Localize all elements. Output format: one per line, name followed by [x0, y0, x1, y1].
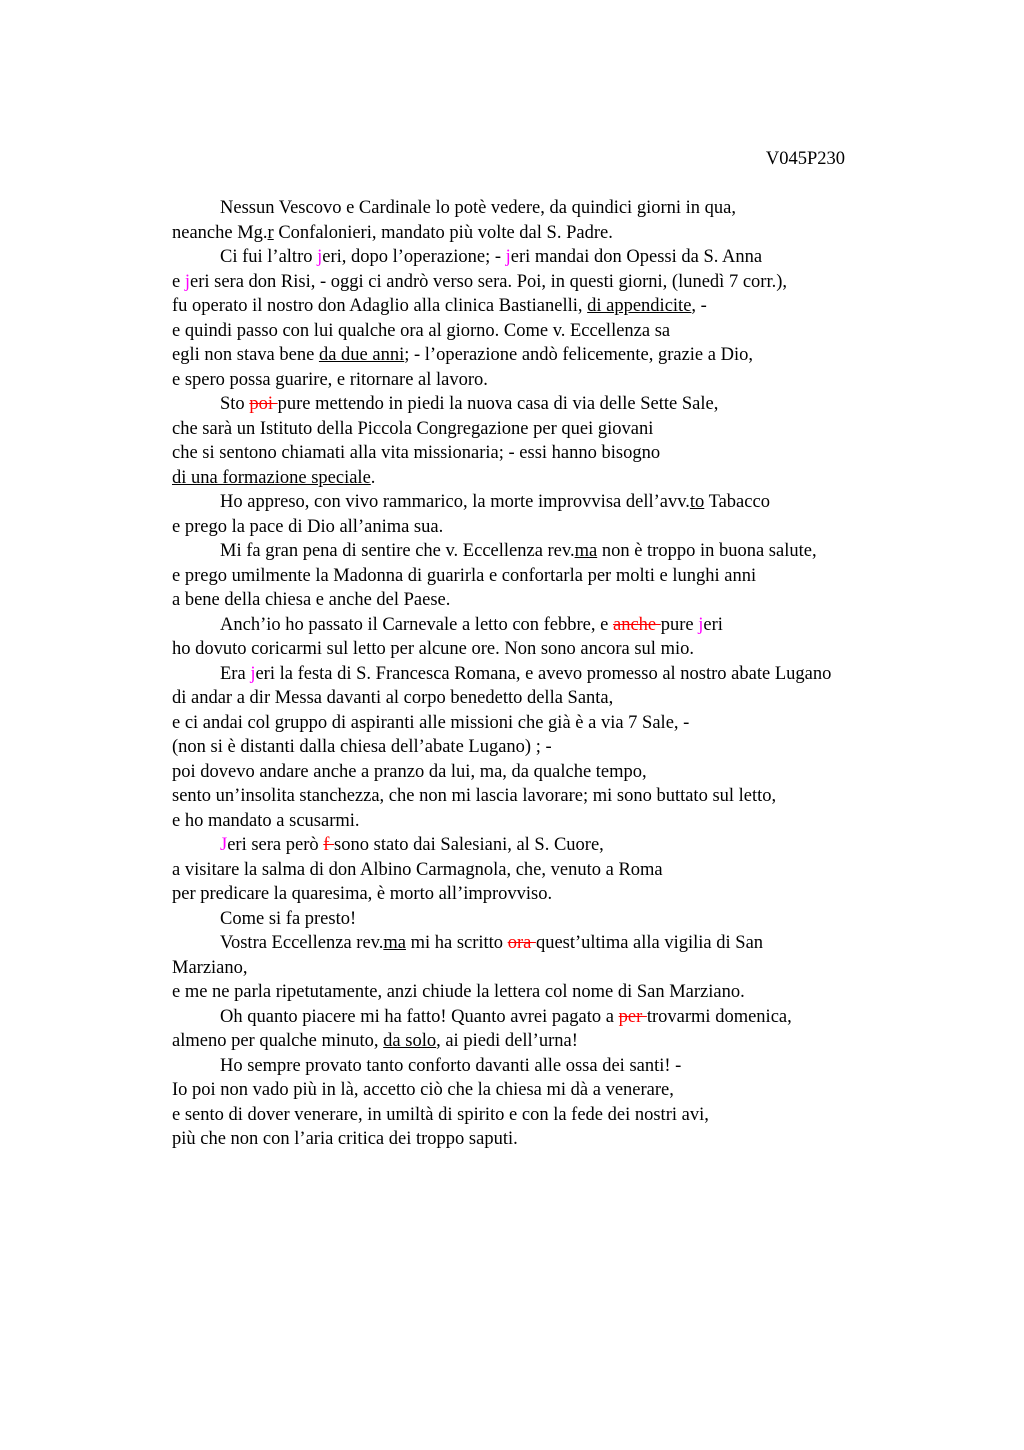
text-segment: e sento di dover venerare, in umiltà di spirito e con la fede dei nostri avi, — [172, 1104, 709, 1125]
text-segment: che si sentono chiamati alla vita missionaria; - essi hanno bisogno — [172, 443, 661, 463]
text-line — [172, 760, 972, 785]
text-segment: mi ha scritto — [405, 933, 508, 953]
text-segment: Marziano, — [172, 957, 248, 978]
text-segment: non è troppo in buona salute, — [597, 541, 817, 561]
underlined-text: di una formazione speciale — [172, 467, 371, 488]
text-segment: a bene della chiesa e anche del Paese. — [172, 590, 451, 610]
text-segment: Anch’io ho passato il Carnevale a letto con febbre, e — [220, 614, 613, 635]
text-segment: Nessun Vescovo e Cardinale lo potè vedere, da quindici giorni in qua, — [220, 198, 736, 218]
text-segment: e prego umilmente la Madonna di guarirla e confortarla per molti e lunghi anni — [172, 565, 757, 586]
text-segment: Confalonieri, mandato più volte dal S. Padre. — [273, 222, 613, 243]
text-line — [172, 245, 972, 270]
text-line — [172, 956, 972, 981]
text-segment: fu operato il nostro don Adaglio alla clinica Bastianelli, — [172, 296, 588, 316]
text-segment: , - — [691, 296, 707, 316]
text-segment: sento un’insolita stanchezza, che non mi lascia lavorare; mi sono buttato sul letto, — [172, 786, 777, 806]
text-segment: a visitare la salma di don Albino Carmagnola, che, venuto a Roma — [172, 859, 663, 880]
text-line — [172, 1127, 972, 1152]
text-line — [172, 515, 972, 540]
text-line — [172, 466, 972, 491]
text-segment: sono stato dai Salesiani, al S. Cuore, — [334, 835, 604, 855]
text-segment: e ci andai col gruppo di aspiranti alle missioni che già è a via 7 Sale, - — [172, 712, 690, 733]
text-line — [172, 539, 972, 564]
deleted-text: per — [618, 1006, 647, 1027]
text-segment: eri mandai don Opessi da S. Anna — [510, 247, 763, 267]
text-line — [172, 735, 972, 760]
deleted-text: poi — [249, 394, 278, 414]
text-line — [172, 613, 972, 638]
text-line — [172, 1005, 972, 1030]
text-segment: Ci fui l’altro — [220, 247, 318, 267]
text-line — [172, 686, 972, 711]
text-line — [172, 392, 972, 417]
inserted-letter: j — [184, 271, 190, 292]
text-segment: eri, dopo l’operazione; - — [322, 247, 506, 267]
underlined-text: di appendicite — [587, 296, 692, 316]
text-segment: e ho mandato a scusarmi. — [172, 810, 360, 831]
text-segment: e prego la pace di Dio all’anima sua. — [172, 516, 444, 537]
inserted-letter: j — [317, 247, 323, 267]
text-segment: Vostra Eccellenza rev. — [220, 933, 384, 953]
text-segment: Come si fa presto! — [220, 908, 357, 929]
text-segment: trovarmi domenica, — [646, 1006, 792, 1027]
text-line — [172, 319, 972, 344]
text-line — [172, 490, 972, 515]
text-segment: neanche Mg. — [172, 222, 268, 243]
text-segment: ho dovuto coricarmi sul letto per alcune ore. Non sono ancora sul mio. — [172, 639, 694, 659]
text-segment: e — [172, 271, 185, 292]
text-segment: Oh quanto piacere mi ha fatto! Quanto avrei pagato a — [220, 1006, 619, 1027]
text-segment: di andar a dir Messa davanti al corpo benedetto della Santa, — [172, 688, 614, 708]
underlined-text: r — [267, 222, 274, 243]
text-segment: almeno per qualche minuto, — [172, 1031, 384, 1051]
text-line — [172, 784, 972, 809]
text-line — [172, 1103, 972, 1128]
text-line — [172, 711, 972, 736]
underlined-text: to — [689, 492, 705, 512]
text-line — [172, 196, 972, 221]
deleted-text: anche — [612, 614, 661, 635]
text-line — [172, 907, 972, 932]
text-line — [172, 417, 972, 442]
text-line — [172, 662, 972, 687]
text-line — [172, 588, 972, 613]
text-line — [172, 882, 972, 907]
text-line — [172, 221, 972, 246]
text-line — [172, 294, 972, 319]
text-segment: più che non con l’aria critica dei troppo saputi. — [172, 1129, 518, 1149]
text-segment: e quindi passo con lui qualche ora al giorno. Come v. Eccellenza sa — [172, 320, 671, 341]
inserted-letter: j — [698, 614, 704, 635]
underlined-text: da solo — [383, 1031, 437, 1051]
text-segment: , ai piedi dell’urna! — [436, 1031, 578, 1051]
text-segment: . — [370, 467, 376, 488]
underlined-text: ma — [383, 933, 406, 953]
page-identifier: V045P230 — [765, 149, 845, 169]
text-segment: eri — [703, 614, 723, 635]
text-segment: e spero possa guarire, e ritornare al lavoro. — [172, 369, 488, 390]
deleted-text: f — [323, 835, 335, 855]
underlined-text: ma — [574, 541, 598, 561]
inserted-letter: J — [220, 835, 228, 855]
letter-body — [172, 196, 972, 1152]
text-segment: eri la festa di S. Francesca Romana, e avevo promesso al nostro abate Lugano — [255, 663, 832, 684]
text-segment: e me ne parla ripetutamente, anzi chiude la lettera col nome di San Marziano. — [172, 982, 745, 1002]
deleted-text: ora — [507, 933, 536, 953]
text-segment: (non si è distanti dalla chiesa dell’abate Lugano) ; - — [172, 737, 552, 757]
text-segment: poi dovevo andare anche a pranzo da lui, ma, da qualche tempo, — [172, 761, 647, 782]
text-segment: Mi fa gran pena di sentire che v. Eccellenza rev. — [220, 541, 575, 561]
text-line — [172, 980, 972, 1005]
text-line — [172, 270, 972, 295]
text-line — [172, 809, 972, 834]
text-line — [172, 1078, 972, 1103]
text-line — [172, 637, 972, 662]
text-segment: per predicare la quaresima, è morto all’improvviso. — [172, 884, 553, 904]
text-line — [172, 1029, 972, 1054]
text-line — [172, 833, 972, 858]
text-line — [172, 368, 972, 393]
text-line — [172, 564, 972, 589]
text-line — [172, 441, 972, 466]
text-segment: pure mettendo in piedi la nuova casa di via delle Sette Sale, — [277, 394, 719, 414]
text-segment: eri sera però — [227, 835, 324, 855]
text-line — [172, 1054, 972, 1079]
text-segment: Ho sempre provato tanto conforto davanti alle ossa dei santi! - — [220, 1055, 682, 1076]
text-segment: eri sera don Risi, - oggi ci andrò verso sera. Poi, in questi giorni, (lunedì 7 corr.), — [189, 271, 787, 292]
text-segment: Sto — [220, 394, 250, 414]
text-segment: Ho appreso, con vivo rammarico, la morte improvvisa dell’avv. — [220, 492, 690, 512]
inserted-letter: j — [505, 247, 511, 267]
inserted-letter: j — [250, 663, 256, 684]
text-segment: ; - l’operazione andò felicemente, grazie a Dio, — [404, 345, 753, 365]
text-segment: pure — [660, 614, 699, 635]
text-segment: Era — [220, 663, 251, 684]
text-line — [172, 343, 972, 368]
text-segment: Io poi non vado più in là, accetto ciò che la chiesa mi dà a venerare, — [172, 1080, 674, 1100]
text-line — [172, 858, 972, 883]
text-segment: Tabacco — [704, 492, 770, 512]
text-segment: quest’ultima alla vigilia di San — [535, 933, 764, 953]
text-segment: che sarà un Istituto della Piccola Congregazione per quei giovani — [172, 418, 654, 439]
underlined-text: da due anni — [318, 345, 405, 365]
text-segment: egli non stava bene — [172, 345, 319, 365]
text-line — [172, 931, 972, 956]
